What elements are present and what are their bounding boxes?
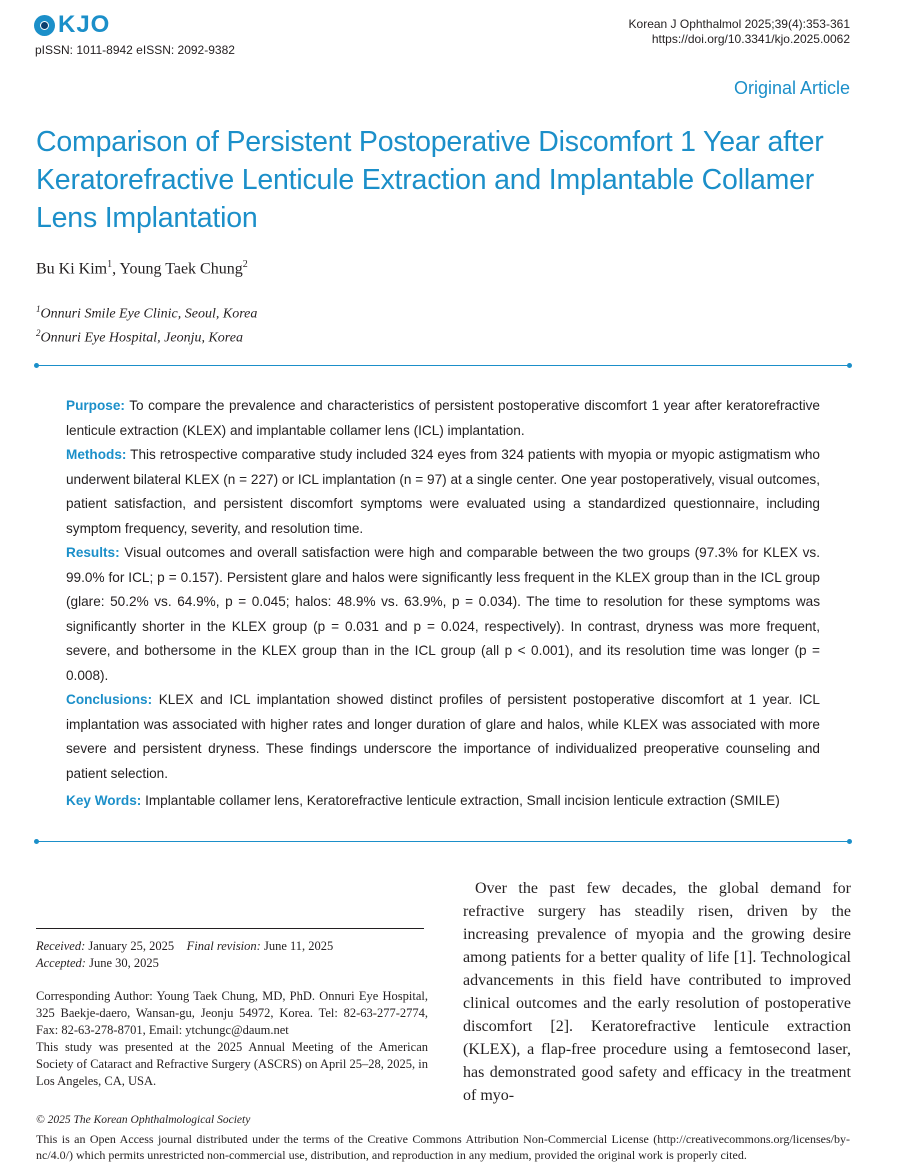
keywords-label: Key Words: [66,793,142,808]
abstract-methods [66,443,820,541]
author-affil-sup: 2 [242,259,248,270]
abstract-results [66,541,820,688]
accepted-label: Accepted: [36,956,86,970]
citation [629,17,850,47]
footnote-divider [36,928,424,929]
received-line [36,938,436,955]
logo-text: KJO [58,11,111,38]
journal-logo [34,13,110,37]
conclusions-text: KLEX and ICL implantation showed distinct profiles of persistent postoperative discomfort at 1 year. ICL implantation was associated with higher rates and longer duration of glare and halos, while KLEX was associated with more severe and persistent dryness. These findings underscore the importance of individualized preoperative counseling and patient selection. [66,692,820,781]
purpose-label: Purpose: [66,398,125,413]
keywords [66,793,846,808]
abstract [66,394,820,786]
citation-volume: Korean J Ophthalmol 2025;39(4):353-361 [628,17,850,31]
revision-label: Final revision: [186,939,261,953]
affiliation-sup: 2 [36,327,41,338]
author-affil-sup: 1 [107,259,113,270]
copyright: © 2025 The Korean Ophthalmological Society [36,1114,251,1126]
results-text: Visual outcomes and overall satisfaction were high and comparable between the two groups (97.3% for KLEX vs. 99.0% for ICL; p = 0.157). Persistent glare and halos were significantly less frequent in the KLEX group than in the ICL group (glare: 50.2% vs. 64.9%, p = 0.045; halos: 48.9% vs. 63.9%, p = 0.034). The time to resolution for these symptoms was significantly shorter in the KLEX group (p = 0.031 and p = 0.024, respectively). In contrast, dryness was more frequent, severe, and bothersome in the KLEX group than in the ICL group (all p < 0.001), and its resolution time was longer (p = 0.008). [66,545,820,683]
methods-text: This retrospective comparative study included 324 eyes from 324 patients with myopia or myopic astigmatism who underwent bilateral KLEX (n = 227) or ICL implantation (n = 97) at a single center. One year postoperatively, visual outcomes, patient satisfaction, and persistent discomfort symptoms were evaluated using a standardized questionnaire, including symptom frequency, severity, and resolution time. [66,447,820,536]
article-dates [36,938,436,972]
keywords-text: Implantable collamer lens, Keratorefractive lenticule extraction, Small incision lenticule extraction (SMILE) [141,793,780,808]
affiliation-text: Onnuri Eye Hospital, Jeonju, Korea [40,330,243,346]
affiliations [36,300,257,347]
results-label: Results: [66,545,120,560]
corresponding-info [36,988,428,1090]
article-title: Comparison of Persistent Postoperative Discomfort 1 Year after Keratorefractive Lenticule Extraction and Implantable Collamer Lens Implantation [36,126,824,234]
affiliation [36,300,257,324]
body-paragraph: Over the past few decades, the global demand for refractive surgery has steadily risen, driven by the increasing prevalence of myopia and the growing desire among patients for a better quality of life [1]. Technological advancements in this field have contributed to improved clinical outcomes and the early resolution of postoperative discomfort [2]. Keratorefractive lenticule extraction (KLEX), a flap-free procedure using a femtosecond laser, has demonstrated good safety and efficacy in the treatment of myo- [463,880,851,1104]
author-name: Young Taek Chung [119,260,243,278]
eye-icon [34,15,55,36]
purpose-text: To compare the prevalence and characteristics of persistent postoperative discomfort 1 year after keratorefractive lenticule extraction (KLEX) and implantable collamer lens (ICL) implantation. [66,398,820,438]
article-type: Original Article [733,78,850,98]
divider-bottom [36,841,850,842]
methods-label: Methods: [66,447,127,462]
abstract-conclusions [66,688,820,786]
accepted-line [36,955,436,972]
received-label: Received: [36,939,86,953]
affiliation [36,324,257,348]
conclusions-label: Conclusions: [66,692,153,707]
affiliation-text: Onnuri Smile Eye Clinic, Seoul, Korea [40,306,258,322]
accepted-date: June 30, 2025 [85,956,159,970]
presentation-note: This study was presented at the 2025 Annual Meeting of the American Society of Cataract and Refractive Surgery (ASCRS) on April 25–28, 2025, in Los Angeles, CA, USA. [36,1040,428,1088]
affiliation-sup: 1 [36,304,41,314]
author-name: Bu Ki Kim [36,260,108,278]
abstract-purpose [66,394,820,443]
doi-link[interactable]: https://doi.org/10.3341/kjo.2025.0062 [651,32,850,46]
author-separator: , [112,260,120,278]
license-text: This is an Open Access journal distributed under the terms of the Creative Commons Attribution Non-Commercial License (http://creativecommons.org/licenses/by-nc/4.0/) which permits unrestricted non-commercial use, distribution, and reproduction in any medium, provided the original work is properly cited. [36,1132,850,1162]
introduction-text [463,877,851,1107]
issn: pISSN: 1011-8942 eISSN: 2092-9382 [35,43,235,57]
author-list [36,259,248,278]
corresponding-author: Corresponding Author: Young Taek Chung, MD, PhD. Onnuri Eye Hospital, 325 Baekje-daero, Wansan-gu, Jeonju 54972, Korea. Tel: 82-63-277-2774, Fax: 82-63-278-8701, Email: ytchungc@daum.net [36,989,428,1037]
received-date: January 25, 2025 [85,939,175,953]
divider-top [36,365,850,366]
revision-date: June 11, 2025 [260,939,334,953]
